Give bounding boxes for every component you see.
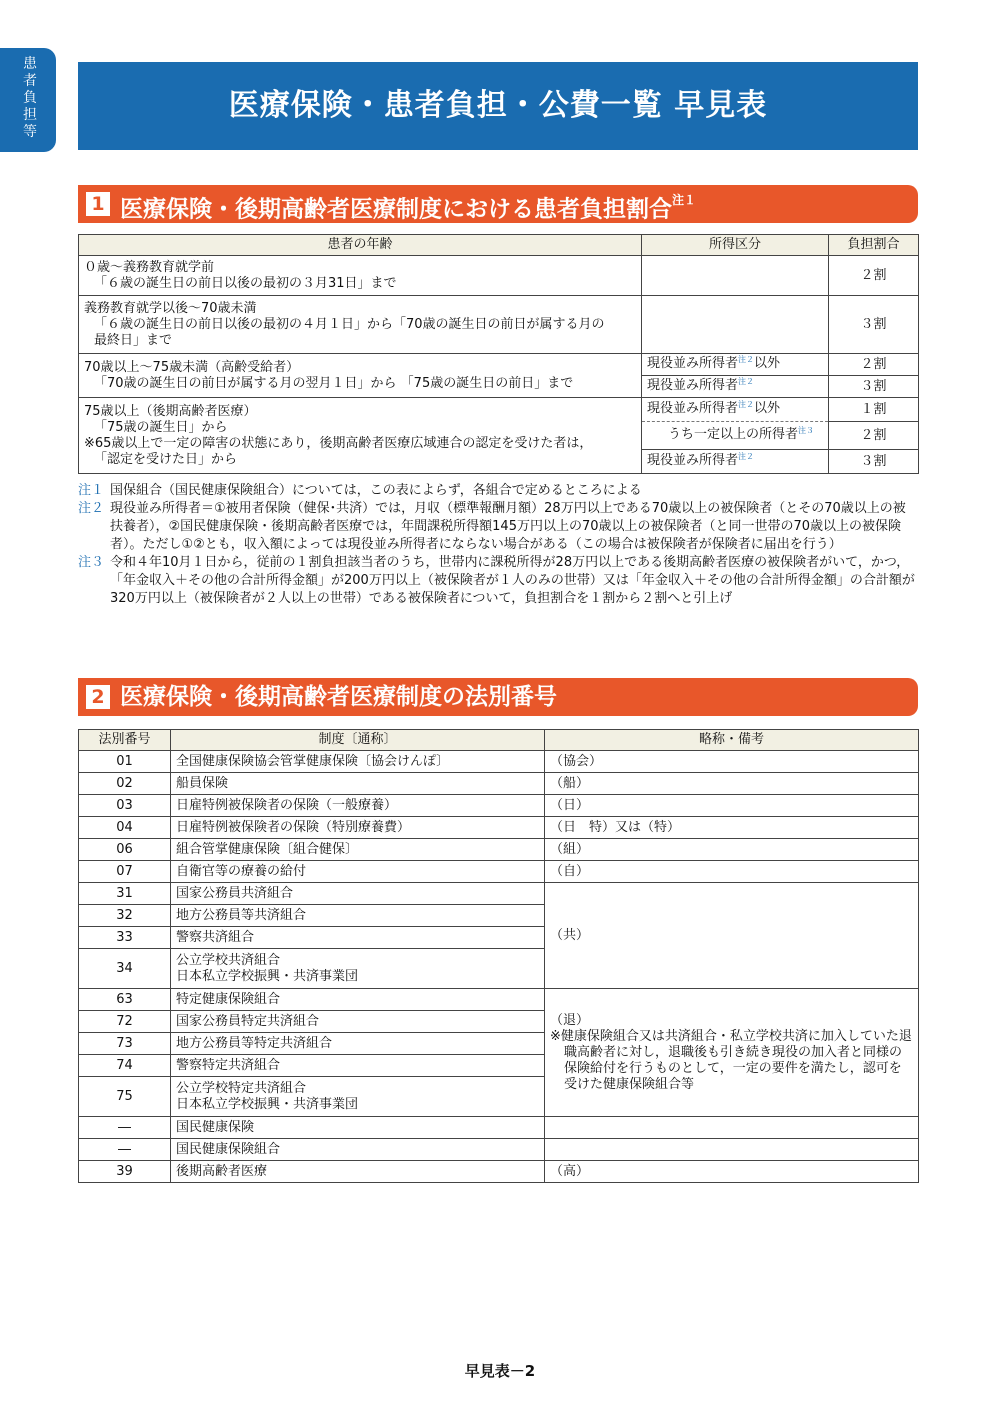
table-row: 03 日雇特例被保険者の保険（一般療養） （日） [79,795,919,817]
table-row: 04 日雇特例被保険者の保険（特別療養費） （日 特）又は（特） [79,817,919,839]
table-row: 01 全国健康保険協会管掌健康保険〔協会けんぽ〕 （協会） [79,751,919,773]
table-row: 75歳以上（後期高齢者医療） 「75歳の誕生日」から ※65歳以上で一定の障害の状態にあり，後期高齢者医療広域連合の認定を受けた者は， 「認定を受けた日」から 現役並み所得者$^{注2}$以外 １割 [79,398,919,422]
note-3: 注３ 令和４年10月１日から，従前の１割負担該当者のうち，世帯内に課税所得が28万円以上である後期高齢者医療の被保険者がいて，かつ，「年金収入＋その他の合計所得金額」が200万円以上（被保険者が１人のみの世帯）又は「年金収入＋その他の合計所得金額」の合計額が320万円以上（被保険者が２人以上の世帯）である被保険者について，負担割合を１割から２割へと引上げ [78,555,915,606]
page-footer: 早見表－2 [464,1362,536,1380]
title-banner [78,62,918,150]
table-row: うち一定以上の所得者$^{注3}$ ２割 [79,422,919,450]
header-code: 法別番号 [79,730,171,751]
header-ratio: 負担割合 [829,235,919,256]
header-age: 患者の年齢 [79,235,642,256]
table-row: 72 国家公務員特定共済組合 [79,1011,919,1033]
table-row: 70歳以上～75歳未満（高齢受給者） 「70歳の誕生日の前日が属する月の翌月１日」から 「75歳の誕生日の前日」まで 現役並み所得者$^{注2}$以外 ２割 [79,354,919,376]
table-row: 74 警察特定共済組合 [79,1055,919,1077]
merged-kyo: （共） [545,883,919,989]
law-code-table [78,729,919,1183]
table-row: 31 国家公務員共済組合 （共） [79,883,919,905]
table-row: 32 地方公務員等共済組合 [79,905,919,927]
table-row: 現役並み所得者$^{注2}$ ３割 [79,450,919,474]
table-row: 06 組合管掌健康保険〔組合健保〕 （組） [79,839,919,861]
merged-tai: （退） ※健康保険組合又は共済組合・私立学校共済に加入していた退職高齢者に対し，退職後も引き続き現役の加入者と同様の保険給付を行うものとして，一定の要件を満たし，認可を受けた健康保険組合等 [545,989,919,1117]
table-row: ０歳～義務教育就学前 「６歳の誕生日の前日以後の最初の３月31日」まで ２割 [79,256,919,296]
header-system: 制度〔通称〕 [171,730,545,751]
section1-heading [78,185,918,223]
section2-title: 医療保険・後期高齢者医療制度の法別番号 [120,684,557,710]
table-row: 75 公立学校特定共済組合 日本私立学校振興・共済事業団 [79,1077,919,1117]
table-row: ― 国民健康保険 [79,1117,919,1139]
table-row: 33 警察共済組合 [79,927,919,949]
burden-ratio-table [78,234,919,474]
table-row: 39 後期高齢者医療 （高） [79,1161,919,1183]
section1-heading-note: 注１ [672,193,697,207]
header-abbr: 略称・備考 [545,730,919,751]
table-row: ― 国民健康保険組合 [79,1139,919,1161]
table-row: 34 公立学校共済組合 日本私立学校振興・共済事業団 [79,949,919,989]
header-income: 所得区分 [642,235,829,256]
section2-heading [78,678,918,716]
table-row: 07 自衛官等の療養の給付 （自） [79,861,919,883]
table-row: 義務教育就学以後～70歳未満 「６歳の誕生日の前日以後の最初の４月１日」から「70歳の誕生日の前日が属する月の 最終日」まで ３割 [79,296,919,354]
table-row: 02 船員保険 （船） [79,773,919,795]
table-row: 現役並み所得者$^{注2}$ ３割 [79,376,919,398]
table-row: 73 地方公務員等特定共済組合 [79,1033,919,1055]
side-tab: 患者負担等 [0,48,56,152]
section2-number: 2 [86,685,110,709]
section1-title: 医療保険・後期高齢者医療制度における患者負担割合 [120,196,672,223]
table-row: 63 特定健康保険組合 （退） ※健康保険組合又は共済組合・私立学校共済に加入していた退職高齢者に対し，退職後も引き続き現役の加入者と同様の保険給付を行うものとして，一定の要件を満たし，認可を受けた健康保険組合等 [79,989,919,1011]
note-2: 注２ 現役並み所得者＝①被用者保険（健保･共済）では，月収（標準報酬月額）28万円以上である70歳以上の被保険者（とその70歳以上の被扶養者），②国民健康保険・後期高齢者医療では，年間課税所得額145万円以上の70歳以上の被保険者（と同一世帯の70歳以上の被保険者）。ただし①②とも，収入額によっては現役並み所得者にならない場合がある（この場合は被保険者が保険者に届出を行う） [78,501,906,552]
page-title: 医療保険・患者負担・公費一覧 早見表 [228,88,768,123]
note-1: 注１ 国保組合（国民健康保険組合）については，この表によらず，各組合で定めるところによる [78,483,642,498]
section1-number: 1 [86,192,110,216]
notes [78,482,918,608]
